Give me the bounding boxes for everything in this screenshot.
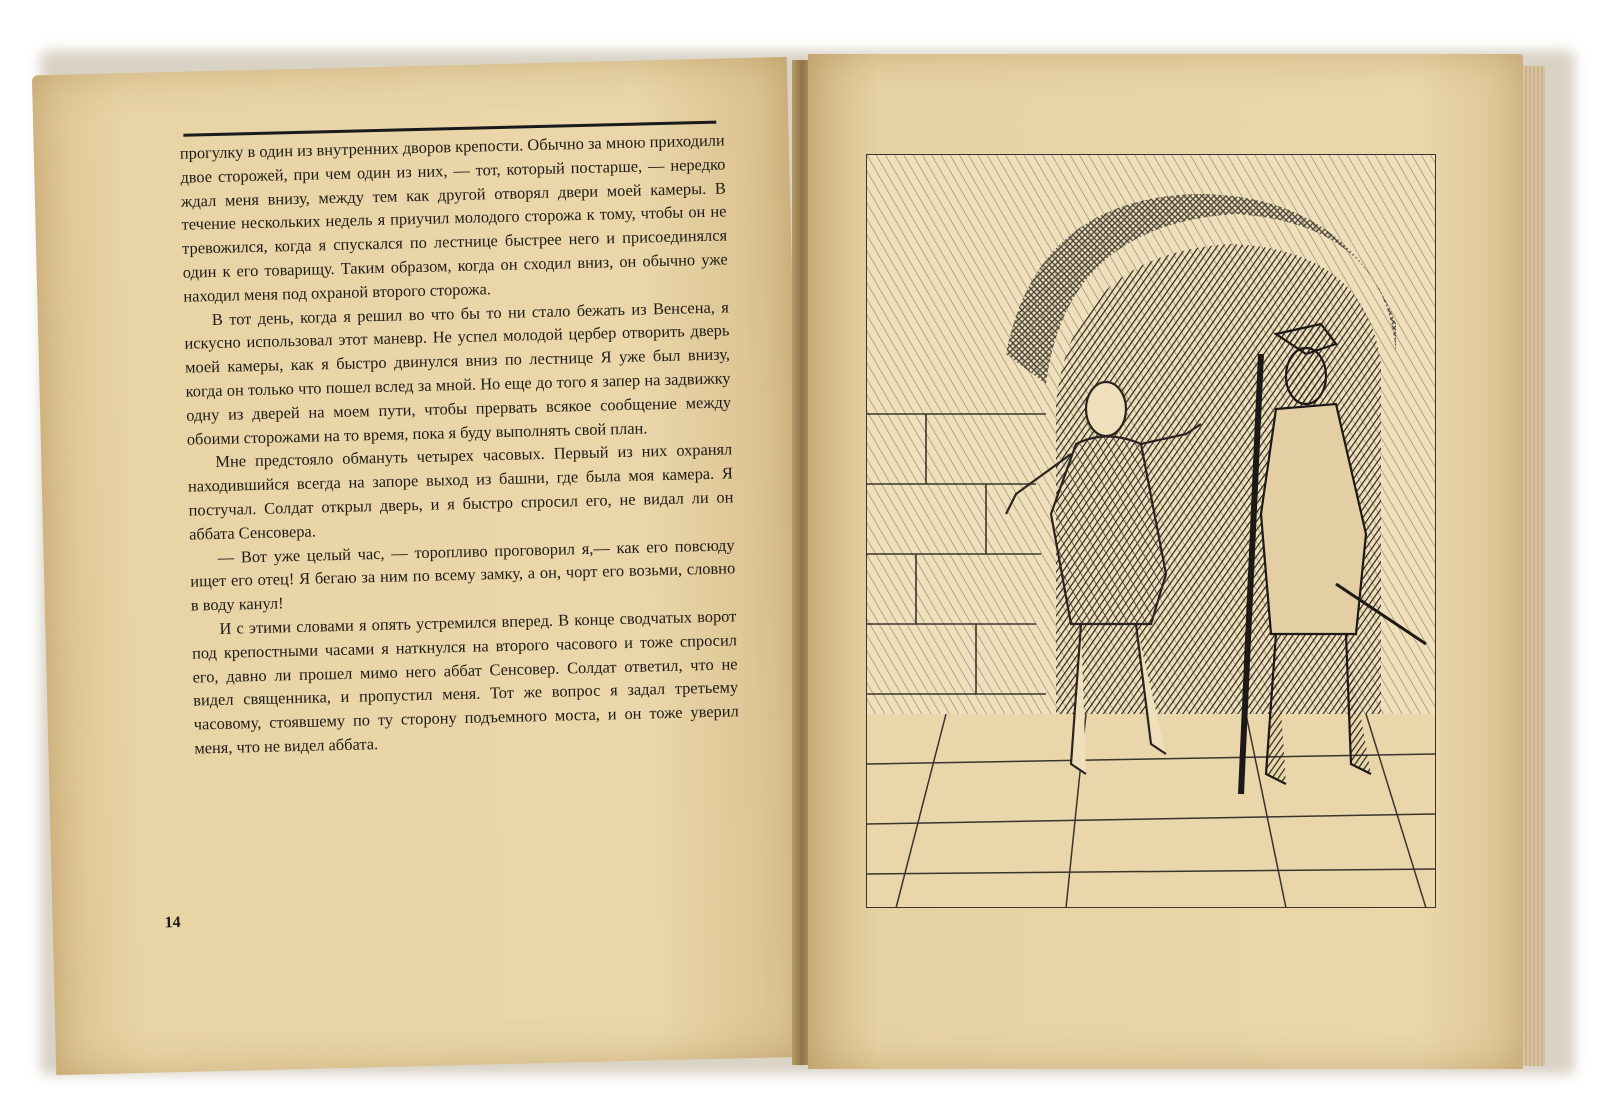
- paragraph: В тот день, когда я решил во что бы то ни стало бежать из Венсена, я искусно использовал этот маневр. Не успел молодой цербер отворить дверь моей камеры, как я быстро двинулся вниз по лестнице Я уже был внизу, когда он только что пошел вслед за мной. Но еще до того я запер на задвижку одну из дверей на моем пути, чтобы прервать всякое сообщение между обоими сторожами на то время, пока я буду выполнять свой план.: [184, 296, 732, 449]
- engraving-image: [866, 154, 1436, 908]
- right-page: [808, 54, 1523, 1069]
- open-book: [44, 40, 1569, 1070]
- engraving-illustration: [866, 154, 1436, 908]
- page-number: 14: [164, 913, 181, 932]
- paragraph: И с этими словами я опять устремился вперед. В конце сводчатых ворот под крепостными часами я наткнулся на второго часового и тоже спросил его, давно ли прошел мимо него аббат Сенсовер. Солдат ответил, что не видел священника, и пропустил меня. Тот же вопрос я задал третьему часовому, стоявшему по ту сторону подъемного моста, и он тоже уверил меня, что не видел аббата.: [191, 606, 739, 758]
- paragraph: — Вот уже целый час, — торопливо проговорил я,— как его повсюду ищет его отец! Я бегаю за ним по всему замку, а он, чорт его возьми, словно в воду канул!: [190, 534, 736, 615]
- page-edges: [1523, 66, 1545, 1066]
- paragraph: прогулку в один из внутренних дворов крепости. Обычно за мною приходили двое сторожей, при чем один из них, — тот, который постарше, — нередко ждал меня внизу, между тем как другой отворял двери моей камеры. В течение нескольких недель я приучил молодого сторожа к тому, чтобы он не тревожился, когда я спускался по лестнице быстрее него и присоединялся один к его товарищу. Таким образом, когда он сходил вниз, он обычно уже находил меня под охраной второго сторожа.: [179, 130, 728, 306]
- paragraph: Мне предстояло обмануть четырех часовых. Первый из них охранял находившийся всегда на запоре выход из башни, где была моя камера. Я постучал. Солдат открыл дверь, и я быстро спросил его, не видал ли он аббата Сенсовера.: [187, 439, 734, 544]
- body-text: [180, 128, 740, 760]
- left-page: [32, 57, 811, 1075]
